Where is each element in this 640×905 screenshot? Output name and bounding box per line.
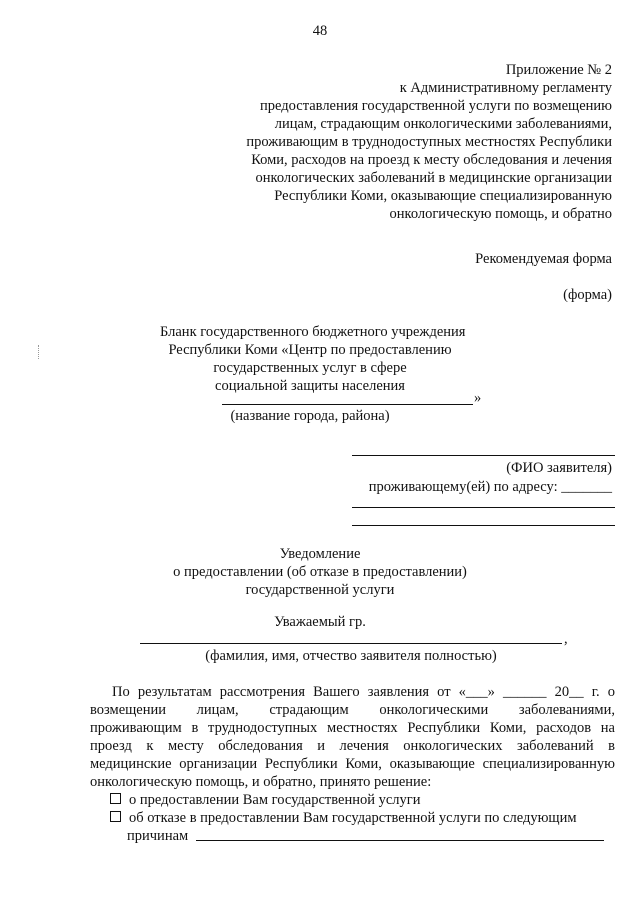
institution-line: Республики Коми «Центр по предоставлению bbox=[168, 342, 452, 358]
appendix-line: Республики Коми, оказывающие специализированную bbox=[274, 188, 612, 204]
appendix-line: онкологических заболеваний в медицинские организации bbox=[255, 170, 612, 186]
address-label: проживающему(ей) по адресу: _______ bbox=[368, 479, 612, 495]
reasons-label: причинам bbox=[127, 828, 189, 844]
address-blank-line-2 bbox=[352, 525, 615, 526]
checkbox-icon[interactable] bbox=[110, 811, 121, 822]
option-refuse[interactable] bbox=[110, 809, 577, 827]
appendix-line: онкологическую помощь, и обратно bbox=[389, 206, 612, 222]
fio-blank-line bbox=[352, 455, 615, 456]
option-grant[interactable] bbox=[110, 791, 421, 809]
fio-caption: (ФИО заявителя) bbox=[506, 460, 612, 476]
greeting: Уважаемый гр. bbox=[274, 614, 366, 630]
name-caption: (фамилия, имя, отчество заявителя полностью) bbox=[205, 648, 497, 664]
address-blank-line-1 bbox=[352, 507, 615, 508]
form-label: (форма) bbox=[563, 287, 612, 303]
page-number: 48 bbox=[312, 23, 328, 39]
appendix-line: Приложение № 2 bbox=[505, 62, 612, 78]
body-line: медицинские организации Республики Коми, оказывающие специализированную bbox=[90, 756, 615, 772]
scan-mark bbox=[38, 345, 40, 359]
appendix-line: Коми, расходов на проезд к месту обследования и лечения bbox=[251, 152, 612, 168]
name-blank-line bbox=[140, 643, 562, 644]
body-line: проживающим в труднодоступных местностях Республики Коми, расходов на bbox=[90, 720, 615, 736]
notice-subtitle-2: государственной услуги bbox=[245, 582, 395, 598]
appendix-line: проживающим в труднодоступных местностях Республики bbox=[246, 134, 612, 150]
appendix-line: предоставления государственной услуги по возмещению bbox=[260, 98, 612, 114]
reasons-blank-line bbox=[196, 840, 604, 841]
notice-title: Уведомление bbox=[279, 546, 361, 562]
body-line: По результатам рассмотрения Вашего заявления от «___» ______ 20__ г. о bbox=[112, 684, 615, 700]
name-comma: , bbox=[564, 631, 568, 647]
notice-subtitle: о предоставлении (об отказе в предоставлении) bbox=[173, 564, 467, 580]
checkbox-icon[interactable] bbox=[110, 793, 121, 804]
institution-line: государственных услуг в сфере bbox=[213, 360, 407, 376]
option-refuse-label: об отказе в предоставлении Вам государственной услуги по следующим bbox=[129, 810, 577, 826]
body-line: онкологическую помощь, и обратно, принято решение: bbox=[90, 774, 432, 790]
body-line: возмещении лицам, страдающим онкологическими заболеваниями, bbox=[90, 702, 615, 718]
body-line: проезд к месту обследования и лечения онкологических заболеваний в bbox=[90, 738, 615, 754]
city-blank-line bbox=[222, 404, 473, 405]
city-caption: (название города, района) bbox=[230, 408, 390, 424]
institution-line: Бланк государственного бюджетного учреждения bbox=[160, 324, 466, 340]
appendix-line: лицам, страдающим онкологическими заболеваниями, bbox=[274, 116, 612, 132]
institution-line: социальной защиты населения bbox=[215, 378, 405, 394]
closing-quote: » bbox=[474, 390, 482, 406]
appendix-line: к Административному регламенту bbox=[399, 80, 612, 96]
option-grant-label: о предоставлении Вам государственной услуги bbox=[129, 792, 421, 808]
recommended-form: Рекомендуемая форма bbox=[475, 251, 612, 267]
